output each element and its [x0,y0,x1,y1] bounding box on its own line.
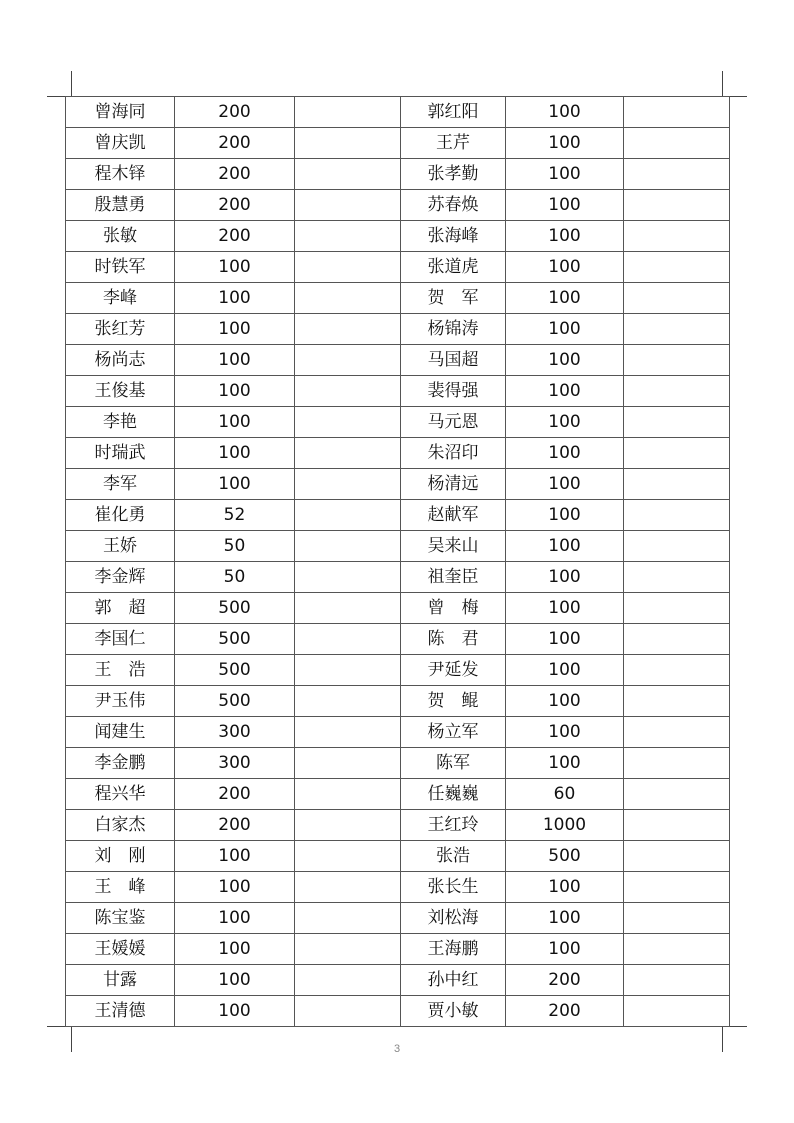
blank-cell-right [624,903,730,934]
name-cell-right: 王红玲 [401,810,506,841]
name-cell-left: 刘 刚 [66,841,175,872]
table-row [66,190,730,221]
amount-cell-right: 100 [506,562,624,593]
blank-cell-right [624,841,730,872]
blank-cell-right [624,624,730,655]
name-cell-left: 崔化勇 [66,500,175,531]
blank-cell-left [295,345,401,376]
amount-cell-left: 50 [175,531,295,562]
name-cell-right: 裴得强 [401,376,506,407]
table-row [66,562,730,593]
blank-cell-left [295,500,401,531]
name-cell-right: 杨锦涛 [401,314,506,345]
name-cell-left: 李峰 [66,283,175,314]
blank-cell-right [624,159,730,190]
amount-cell-left: 52 [175,500,295,531]
table-row [66,252,730,283]
amount-cell-right: 100 [506,376,624,407]
name-cell-left: 陈宝鉴 [66,903,175,934]
blank-cell-right [624,407,730,438]
blank-cell-right [624,128,730,159]
donation-table [65,96,730,1027]
table-row [66,748,730,779]
name-cell-right: 郭红阳 [401,97,506,128]
name-cell-left: 王俊基 [66,376,175,407]
amount-cell-right: 100 [506,655,624,686]
blank-cell-left [295,810,401,841]
name-cell-left: 白家杰 [66,810,175,841]
blank-cell-right [624,97,730,128]
blank-cell-left [295,624,401,655]
name-cell-left: 时瑞武 [66,438,175,469]
table-row [66,996,730,1027]
amount-cell-left: 200 [175,128,295,159]
amount-cell-right: 100 [506,593,624,624]
table-row [66,345,730,376]
name-cell-right: 陈 君 [401,624,506,655]
table-row [66,531,730,562]
amount-cell-left: 100 [175,252,295,283]
amount-cell-right: 100 [506,686,624,717]
blank-cell-right [624,500,730,531]
name-cell-left: 尹玉伟 [66,686,175,717]
name-cell-right: 贾小敏 [401,996,506,1027]
blank-cell-left [295,190,401,221]
amount-cell-left: 200 [175,779,295,810]
name-cell-right: 张道虎 [401,252,506,283]
amount-cell-left: 100 [175,996,295,1027]
blank-cell-left [295,97,401,128]
amount-cell-left: 200 [175,190,295,221]
amount-cell-right: 100 [506,624,624,655]
name-cell-right: 张海峰 [401,221,506,252]
blank-cell-left [295,748,401,779]
name-cell-left: 王 峰 [66,872,175,903]
name-cell-left: 程兴华 [66,779,175,810]
amount-cell-right: 100 [506,903,624,934]
amount-cell-right: 100 [506,748,624,779]
amount-cell-right: 200 [506,996,624,1027]
name-cell-right: 马国超 [401,345,506,376]
blank-cell-left [295,376,401,407]
blank-cell-right [624,593,730,624]
amount-cell-right: 100 [506,407,624,438]
name-cell-right: 吴来山 [401,531,506,562]
table-row [66,655,730,686]
name-cell-right: 王海鹏 [401,934,506,965]
blank-cell-right [624,996,730,1027]
page-number: 3 [393,1043,401,1055]
blank-cell-right [624,655,730,686]
amount-cell-left: 100 [175,345,295,376]
table-row [66,903,730,934]
name-cell-right: 王芹 [401,128,506,159]
name-cell-right: 朱沼印 [401,438,506,469]
table-row [66,97,730,128]
amount-cell-right: 100 [506,159,624,190]
name-cell-right: 尹延发 [401,655,506,686]
amount-cell-left: 100 [175,314,295,345]
blank-cell-right [624,314,730,345]
name-cell-right: 贺 军 [401,283,506,314]
name-cell-left: 郭 超 [66,593,175,624]
blank-cell-right [624,345,730,376]
name-cell-right: 任巍巍 [401,779,506,810]
amount-cell-right: 60 [506,779,624,810]
amount-cell-right: 100 [506,283,624,314]
blank-cell-left [295,469,401,500]
name-cell-left: 李金鹏 [66,748,175,779]
blank-cell-left [295,314,401,345]
table-row [66,934,730,965]
amount-cell-right: 100 [506,438,624,469]
table-row [66,128,730,159]
name-cell-left: 李国仁 [66,624,175,655]
name-cell-left: 王媛媛 [66,934,175,965]
name-cell-right: 马元恩 [401,407,506,438]
name-cell-left: 王清德 [66,996,175,1027]
blank-cell-right [624,748,730,779]
blank-cell-left [295,531,401,562]
name-cell-right: 孙中红 [401,965,506,996]
blank-cell-left [295,593,401,624]
amount-cell-right: 500 [506,841,624,872]
blank-cell-right [624,562,730,593]
blank-cell-right [624,779,730,810]
table-row [66,314,730,345]
blank-cell-left [295,779,401,810]
amount-cell-left: 100 [175,934,295,965]
name-cell-left: 王 浩 [66,655,175,686]
amount-cell-right: 100 [506,934,624,965]
amount-cell-right: 1000 [506,810,624,841]
amount-cell-left: 50 [175,562,295,593]
blank-cell-right [624,252,730,283]
name-cell-left: 殷慧勇 [66,190,175,221]
table-row [66,438,730,469]
amount-cell-left: 100 [175,841,295,872]
blank-cell-left [295,903,401,934]
blank-cell-left [295,562,401,593]
amount-cell-right: 100 [506,872,624,903]
blank-cell-right [624,469,730,500]
name-cell-right: 张孝勤 [401,159,506,190]
amount-cell-right: 200 [506,965,624,996]
amount-cell-right: 100 [506,97,624,128]
amount-cell-right: 100 [506,469,624,500]
amount-cell-right: 100 [506,717,624,748]
amount-cell-left: 200 [175,810,295,841]
amount-cell-right: 100 [506,252,624,283]
amount-cell-right: 100 [506,128,624,159]
name-cell-left: 李军 [66,469,175,500]
table-row [66,965,730,996]
table-row [66,593,730,624]
table-row [66,283,730,314]
amount-cell-left: 100 [175,407,295,438]
amount-cell-left: 500 [175,655,295,686]
name-cell-left: 曾庆凯 [66,128,175,159]
table-row [66,469,730,500]
amount-cell-left: 500 [175,593,295,624]
blank-cell-left [295,872,401,903]
blank-cell-right [624,686,730,717]
blank-cell-right [624,283,730,314]
amount-cell-right: 100 [506,190,624,221]
blank-cell-right [624,376,730,407]
table-row [66,872,730,903]
table-row [66,159,730,190]
amount-cell-left: 100 [175,965,295,996]
name-cell-left: 张红芳 [66,314,175,345]
name-cell-left: 曾海同 [66,97,175,128]
name-cell-right: 刘松海 [401,903,506,934]
name-cell-right: 赵献军 [401,500,506,531]
blank-cell-left [295,252,401,283]
amount-cell-right: 100 [506,314,624,345]
amount-cell-left: 100 [175,438,295,469]
blank-cell-right [624,190,730,221]
blank-cell-left [295,934,401,965]
table-row [66,624,730,655]
blank-cell-left [295,686,401,717]
amount-cell-left: 300 [175,717,295,748]
name-cell-left: 张敏 [66,221,175,252]
name-cell-right: 张长生 [401,872,506,903]
name-cell-left: 程木铎 [66,159,175,190]
blank-cell-right [624,438,730,469]
blank-cell-right [624,221,730,252]
table-row [66,686,730,717]
amount-cell-left: 100 [175,872,295,903]
amount-cell-left: 200 [175,159,295,190]
crop-mark-top-right-vertical [722,71,723,97]
table-row [66,221,730,252]
name-cell-right: 张浩 [401,841,506,872]
blank-cell-left [295,655,401,686]
amount-cell-right: 100 [506,500,624,531]
amount-cell-left: 100 [175,469,295,500]
amount-cell-left: 300 [175,748,295,779]
table-row [66,500,730,531]
amount-cell-left: 100 [175,376,295,407]
blank-cell-right [624,872,730,903]
name-cell-right: 祖奎臣 [401,562,506,593]
amount-cell-left: 200 [175,97,295,128]
blank-cell-left [295,283,401,314]
blank-cell-right [624,934,730,965]
blank-cell-left [295,438,401,469]
name-cell-right: 杨清远 [401,469,506,500]
crop-mark-top-left-vertical [71,71,72,97]
blank-cell-right [624,531,730,562]
blank-cell-left [295,965,401,996]
amount-cell-left: 200 [175,221,295,252]
name-cell-right: 苏春焕 [401,190,506,221]
table-row [66,717,730,748]
name-cell-left: 闻建生 [66,717,175,748]
table-row [66,810,730,841]
name-cell-left: 李艳 [66,407,175,438]
table-row [66,779,730,810]
amount-cell-left: 500 [175,686,295,717]
donation-table-body [66,97,730,1027]
blank-cell-left [295,407,401,438]
name-cell-left: 杨尚志 [66,345,175,376]
blank-cell-left [295,717,401,748]
name-cell-right: 杨立军 [401,717,506,748]
name-cell-right: 曾 梅 [401,593,506,624]
blank-cell-left [295,128,401,159]
table-row [66,841,730,872]
blank-cell-right [624,965,730,996]
amount-cell-left: 100 [175,903,295,934]
name-cell-right: 陈军 [401,748,506,779]
blank-cell-left [295,159,401,190]
amount-cell-left: 500 [175,624,295,655]
name-cell-left: 时铁军 [66,252,175,283]
amount-cell-right: 100 [506,345,624,376]
blank-cell-left [295,996,401,1027]
name-cell-right: 贺 鲲 [401,686,506,717]
amount-cell-right: 100 [506,221,624,252]
blank-cell-left [295,221,401,252]
blank-cell-left [295,841,401,872]
name-cell-left: 王娇 [66,531,175,562]
amount-cell-left: 100 [175,283,295,314]
name-cell-left: 甘露 [66,965,175,996]
amount-cell-right: 100 [506,531,624,562]
table-row [66,376,730,407]
table-row [66,407,730,438]
name-cell-left: 李金辉 [66,562,175,593]
blank-cell-right [624,810,730,841]
blank-cell-right [624,717,730,748]
